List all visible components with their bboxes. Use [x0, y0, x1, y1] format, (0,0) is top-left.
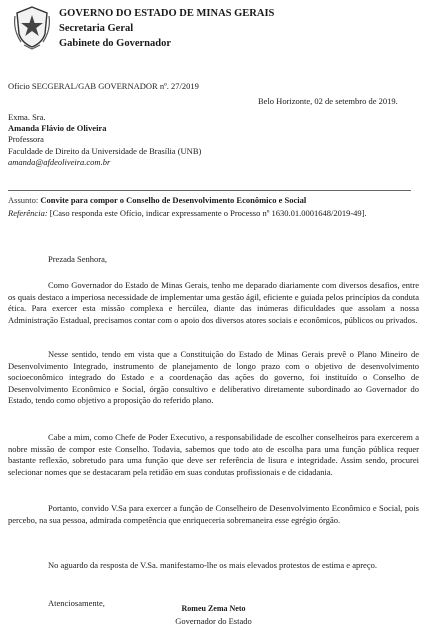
department-name: Secretaria Geral [59, 23, 134, 34]
closing: Atenciosamente, [48, 598, 105, 608]
addressee-block [8, 112, 201, 168]
reference-text: [Caso responda este Ofício, indicar expressamente o Processo nº 1630.01.0001648/2019-49]. [49, 208, 367, 218]
body-paragraph: Como Governador do Estado de Minas Gerais, tenho me deparado diariamente com diversos desafios, entre os quais destaco a imperiosa necessidade de implementar uma gestão ágil, eficiente e guiada pelos princípios da conduta ética. Para exercer esta missão complexa e hercúlea, diante das inúmeras dificuldades que assolam a nossa Administração Estadual, precisamos contar com o apoio dos diversos atores sociais e econômicos, públicos ou privados. [8, 280, 419, 325]
coat-of-arms-icon [12, 4, 52, 50]
letterhead [12, 4, 412, 52]
reference-line [8, 208, 413, 220]
addressee-institution: Faculdade de Direito da Universidade de Brasília (UNB) [8, 145, 202, 156]
subject-text: Convite para compor o Conselho de Desenvolvimento Econômico e Social [40, 195, 307, 205]
subject-line [8, 195, 413, 207]
addressee-salutation: Exma. Sra. [8, 112, 46, 122]
greeting: Prezada Senhora, [48, 254, 108, 264]
divider [8, 190, 411, 191]
body-paragraph: Nesse sentido, tendo em vista que a Constituição do Estado de Minas Gerais prevê o Plano Mineiro de Desenvolvimento Integrado, instrumento de planejamento de longo prazo com o objetivo de desenvolvimento socioeconômico integrado do Estado e a coordenação das ações do governo, foi instituído o Conselho de Desenvolvimento Econômico e Social, órgão consultivo e deliberativo diretamente subordinado ao Governador do Estado, tendo como objetivo a proposição do referido plano. [8, 349, 419, 406]
addressee-name: Amanda Flávio de Oliveira [8, 123, 107, 134]
oficio-number: Ofício SECGERAL/GAB GOVERNADOR nº. 27/2019 [8, 81, 199, 91]
office-name: Gabinete do Governador [59, 38, 171, 49]
body-paragraph: Cabe a mim, como Chefe de Poder Executivo, a responsabilidade de escolher conselheiros para exercerem a nobre missão de compor este Conselho. Todavia, sabemos que todo ato de escolha para uma função pública requer bastante reflexão, sobretudo para uma função que deve ser referência de lisura e integridade. Assim sendo, procurei selecionar nomes que se destacaram pela retidão em suas condutas profissionais e de cidadania. [8, 432, 419, 477]
addressee-email: amanda@afdeoliveira.com.br [8, 156, 111, 167]
addressee-title: Professora [8, 134, 44, 145]
signature-name: Romeu Zema Neto [181, 604, 246, 613]
body-paragraph: No aguardo da resposta de V.Sa. manifestamo-lhe os mais elevados protestos de estima e apreço. [48, 560, 377, 570]
government-name: GOVERNO DO ESTADO DE MINAS GERAIS [59, 8, 275, 19]
body-paragraph: Portanto, convido V.Sa para exercer a função de Conselheiro de Desenvolvimento Econômico e Social, pois percebo, na sua pessoa, admirada competência que enriqueceria sobremaneira esse egrégio órgão. [8, 503, 419, 525]
place-date: Belo Horizonte, 02 de setembro de 2019. [258, 96, 398, 106]
signature-role: Governador do Estado [175, 616, 252, 626]
reference-label: Referência: [8, 208, 48, 218]
subject-label: Assunto: [8, 195, 39, 205]
